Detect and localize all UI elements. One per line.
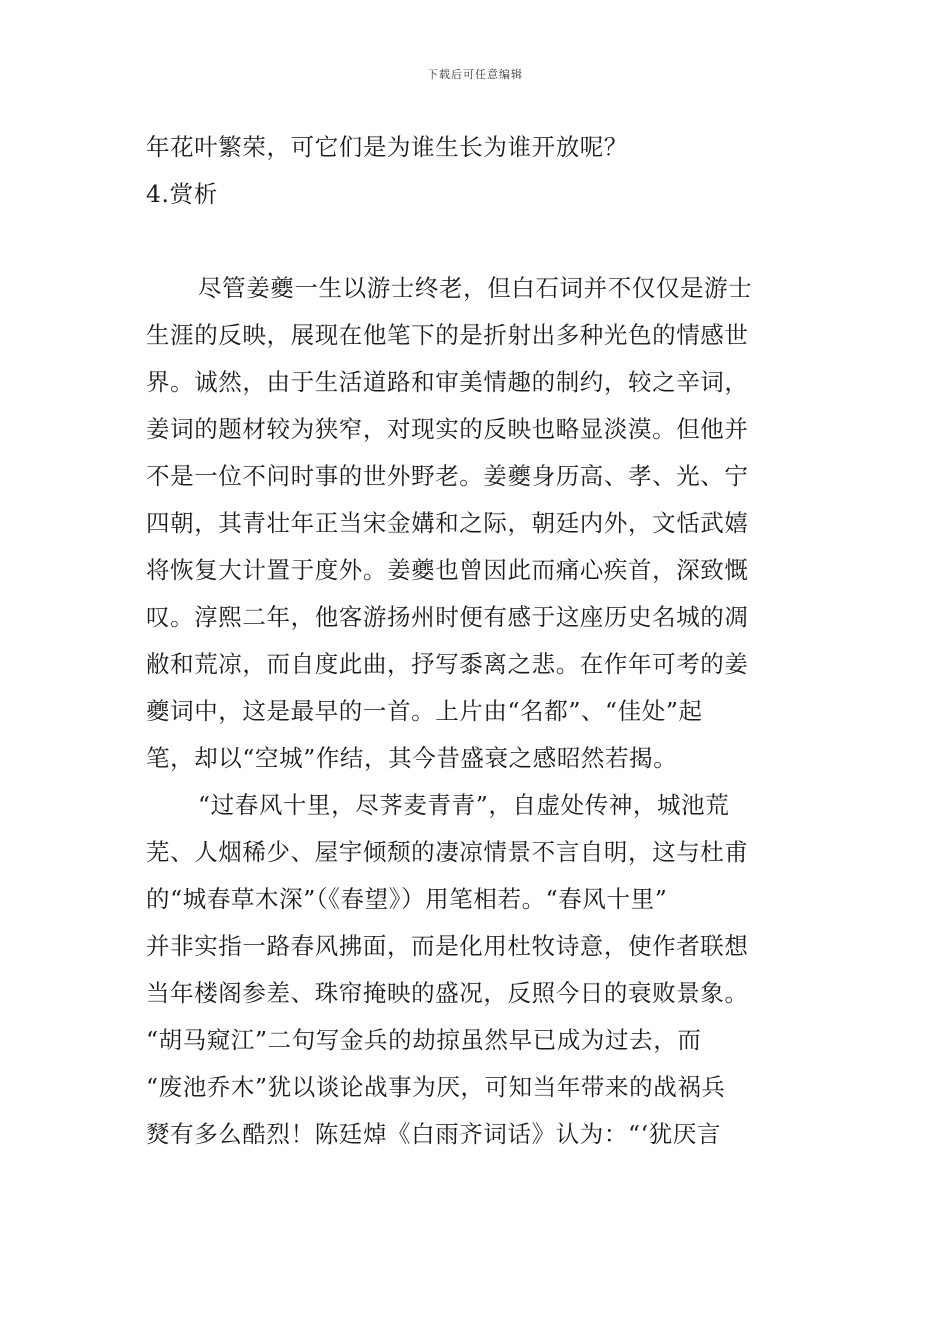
text-line: 敝和荒凉，而自度此曲，抒写黍离之悲。在作年可考的姜	[146, 650, 749, 678]
paragraph-1	[146, 265, 808, 782]
text-line: 尽管姜夔一生以游士终老，但白石词并不仅仅是游士	[198, 274, 753, 302]
blank-line	[146, 218, 808, 265]
text-line: 将恢复大计置于度外。姜夔也曾因此而痛心疾首，深致慨	[146, 556, 749, 584]
text-line: 年花叶繁荣，可它们是为谁生长为谁开放呢？	[146, 133, 628, 161]
text-line: 当年楼阁参差、珠帘掩映的盛况，反照今日的衰败景象。	[146, 979, 749, 1007]
text-line: 并非实指一路春风拂面，而是化用杜牧诗意，使作者联想	[146, 932, 749, 960]
paragraph-2	[146, 782, 808, 1158]
text-line: 芜、人烟稀少、屋宇倾颓的凄凉情景不言自明，这与杜甫	[146, 838, 749, 866]
text-line: 笔，却以“空城”作结，其今昔盛衰之感昭然若揭。	[146, 744, 678, 772]
text-line: “胡马窥江”二句写金兵的劫掠虽然早已成为过去，而	[146, 1026, 702, 1054]
text-line: 夔词中，这是最早的一首。上片由“名都”、“佳处”起	[146, 697, 703, 725]
text-line: 叹。淳熙二年，他客游扬州时便有感于这座历史名城的凋	[146, 603, 749, 631]
text-line: 姜词的题材较为狭窄，对现实的反映也略显淡漠。但他并	[146, 415, 749, 443]
text-line: 四朝，其青壮年正当宋金媾和之际，朝廷内外，文恬武嬉	[146, 509, 749, 537]
text-line: 的“城春草木深”（《春望》）用笔相若。“春风十里”	[146, 885, 668, 913]
text-line: 生涯的反映，展现在他笔下的是折射出多种光色的情感世	[146, 321, 749, 349]
section-heading: 4.赏析	[146, 180, 218, 208]
header-note: 下载后可任意编辑	[427, 68, 523, 81]
text-line: “废池乔木”犹以谈论战事为厌，可知当年带来的战祸兵	[146, 1073, 726, 1101]
text-line: 不是一位不问时事的世外野老。姜夔身历高、孝、光、宁	[146, 462, 749, 490]
text-line: “过春风十里，尽荠麦青青”，自虚处传神，城池荒	[198, 791, 730, 819]
body-text	[146, 124, 808, 1158]
text-line: 界。诚然，由于生活道路和审美情趣的制约，较之辛词，	[146, 368, 749, 396]
text-line: 燹有多么酷烈！陈廷焯《白雨齐词话》认为：“‘犹厌言	[146, 1120, 721, 1148]
